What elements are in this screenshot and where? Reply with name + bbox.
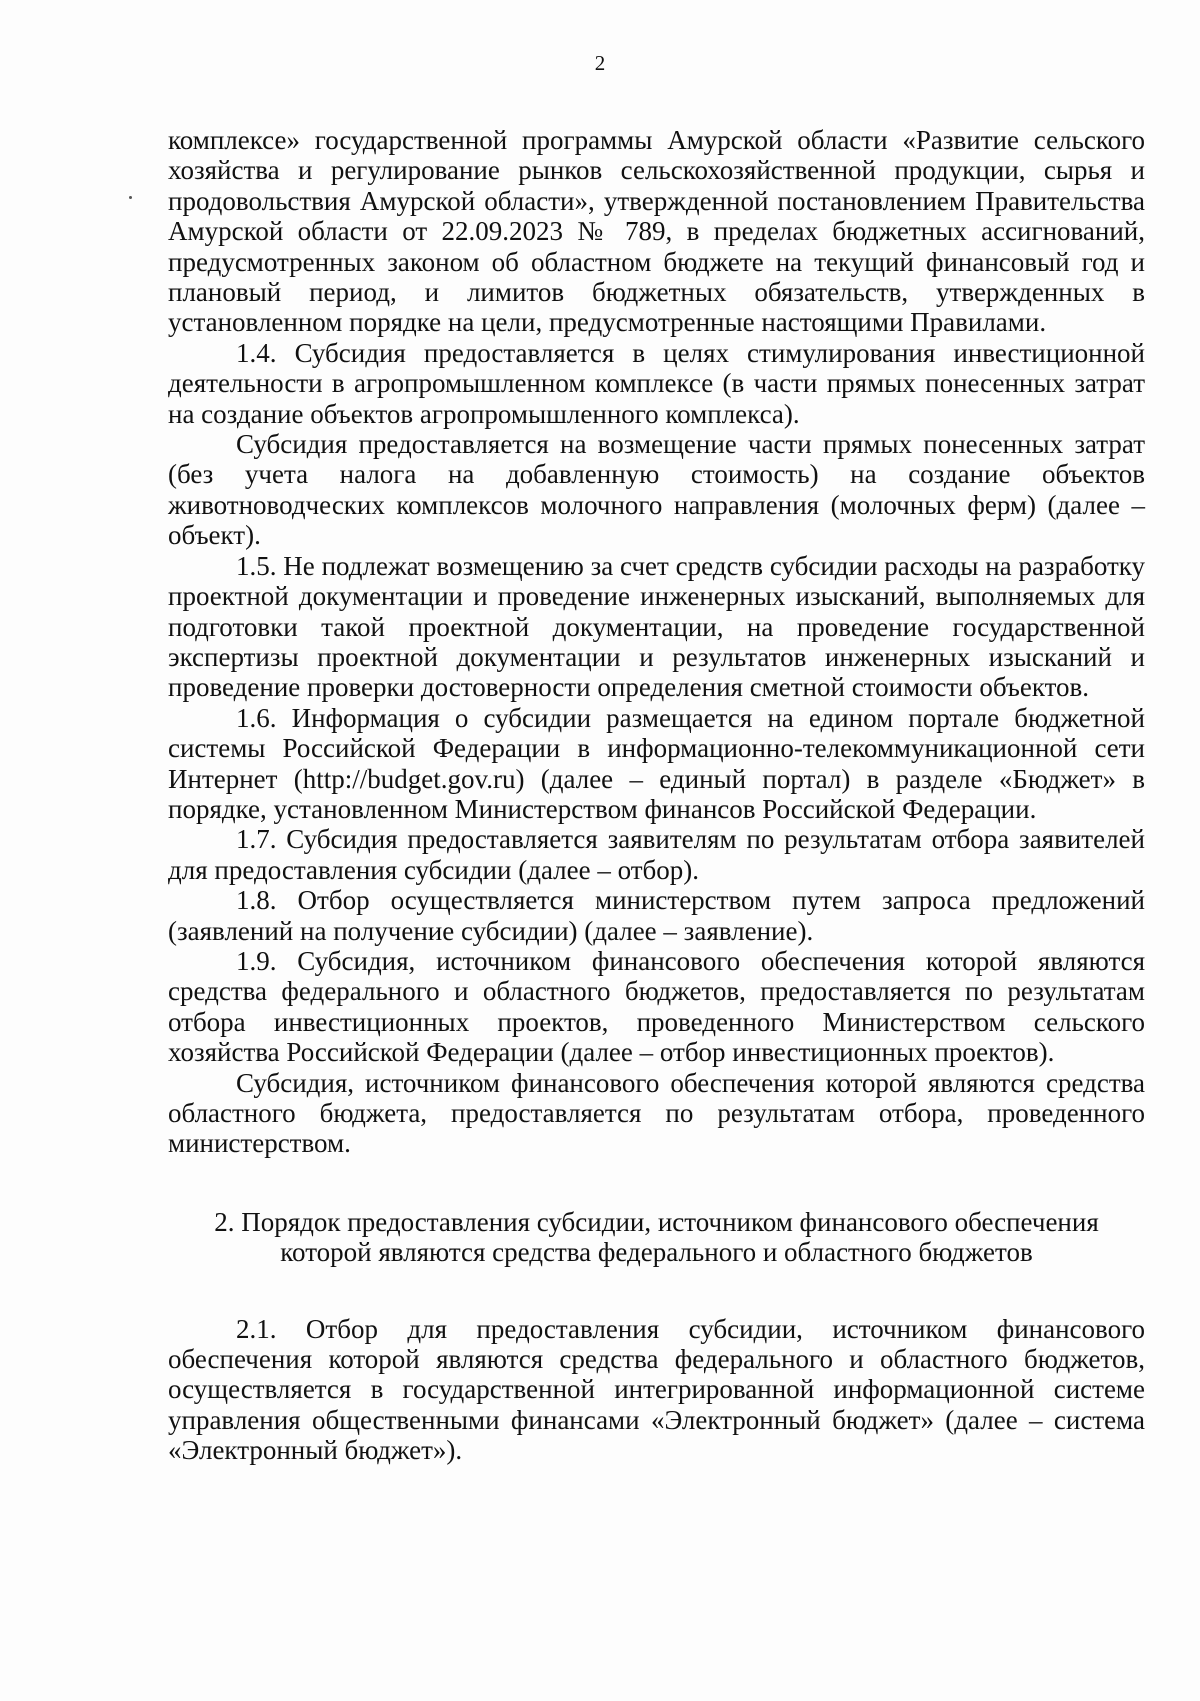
paragraph-1-4: 1.4. Субсидия предоставляется в целях стимулирования инвестиционной деятельности в агропромышленном комплексе (в части прямых понесенных затрат на создание объектов агропромышленного комплекса). [168, 337, 1145, 429]
paragraph-1-6: 1.6. Информация о субсидии размещается на едином портале бюджетной системы Российской Федерации в информационно-телекоммуникационной сети Интернет (http://budget.gov.ru) (далее – единый портал) в разделе «Бюджет» в порядке, установленном Министерством финансов Российской Федерации. [168, 702, 1145, 824]
section-heading-line-1: 2. Порядок предоставления субсидии, источником финансового обеспечения [214, 1206, 1099, 1237]
paragraph-1-8: 1.8. Отбор осуществляется министерством путем запроса предложений (заявлений на получение субсидии) (далее – заявление). [168, 885, 1145, 946]
paragraph-1-9: 1.9. Субсидия, источником финансового обеспечения которой являются средства федерального и областного бюджетов, предоставляется по результатам отбора инвестиционных проектов, проведенного Министерством сельского хозяйства Российской Федерации (далее – отбор инвестиционных проектов). [168, 945, 1145, 1068]
paragraph-continuation: комплексе» государственной программы Амурской области «Развитие сельского хозяйства и регулирование рынков сельскохозяйственной продукции, сырья и продовольствия Амурской области», утвержденной постановлением Правительства Амурской области от 22.09.2023 № 789, в пределах бюджетных ассигнований, предусмотренных законом об областном бюджете на текущий финансовый год и плановый период, и лимитов бюджетных обязательств, утвержденных в установленном порядке на цели, предусмотренные настоящими Правилами. [168, 125, 1145, 338]
section-heading-line-2: которой являются средства федерального и областного бюджетов [280, 1237, 1033, 1268]
paragraph-regional-subsidy: Субсидия, источником финансового обеспечения которой являются средства областного бюджета, предоставляется по результатам отбора, проведенного министерством. [168, 1067, 1145, 1159]
page-number: 2 [594, 51, 606, 75]
paragraph-1-7: 1.7. Субсидия предоставляется заявителям по результатам отбора заявителей для предоставления субсидии (далее – отбор). [168, 824, 1145, 885]
scan-speck [129, 196, 132, 199]
paragraph-subsidy-purpose: Субсидия предоставляется на возмещение части прямых понесенных затрат (без учета налога на добавленную стоимость) на создание объектов животноводческих комплексов молочного направления (молочных ферм) (далее – объект). [168, 429, 1145, 551]
document-body [168, 125, 1145, 1466]
section-2-heading [168, 1207, 1145, 1268]
paragraph-2-1: 2.1. Отбор для предоставления субсидии, источником финансового обеспечения которой являются средства федерального и областного бюджетов, осуществляется в государственной интегрированной информационной системе управления общественными финансами «Электронный бюджет» (далее – система «Электронный бюджет»). [168, 1313, 1145, 1466]
paragraph-1-5: 1.5. Не подлежат возмещению за счет средств субсидии расходы на разработку проектной документации и проведение инженерных изысканий, выполняемых для подготовки такой проектной документации, на проведение государственной экспертизы проектной документации и результатов инженерных изысканий и проведение проверки достоверности определения сметной стоимости объектов. [168, 550, 1145, 703]
